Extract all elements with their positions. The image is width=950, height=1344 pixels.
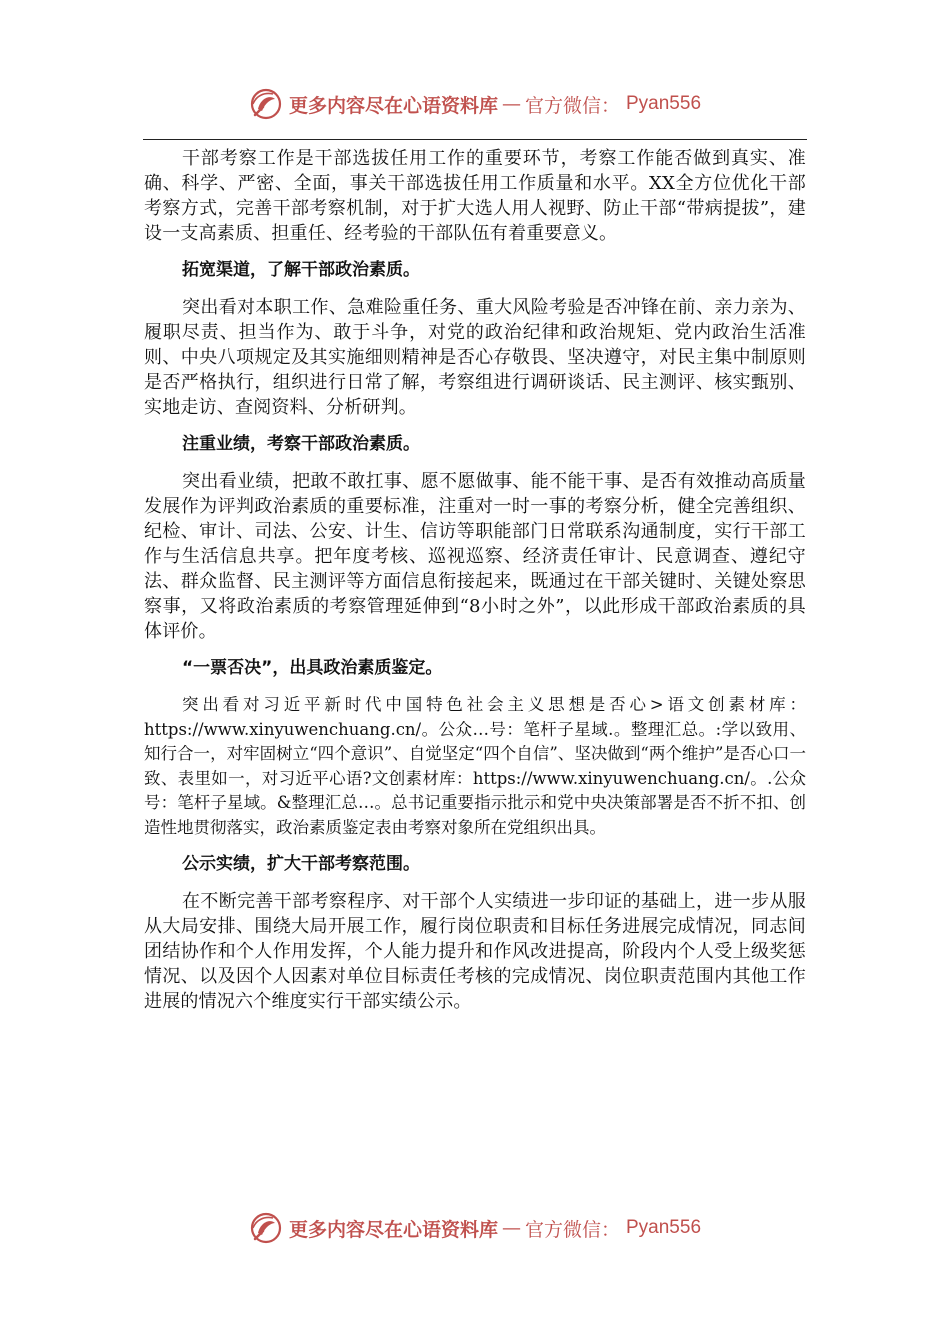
banner-separator: —	[501, 93, 521, 115]
section-paragraph-1: 突出看对本职工作、急难险重任务、重大风险考验是否冲锋在前、亲力亲为、履职尽责、担当作为、敢于斗争，对党的政治纪律和政治规矩、党内政治生活准则、中央八项规定及其实施细则精神是否心存敬畏、坚决遵守，对民主集中制原则是否严格执行，组织进行日常了解，考察组进行调研谈话、民主测评、核实甄别、实地走访、查阅资料、分析研判。	[144, 297, 806, 418]
intro-paragraph: 干部考察工作是干部选拔任用工作的重要环节，考察工作能否做到真实、准确、科学、严密、全面，事关干部选拔任用工作质量和水平。XX全方位优化干部考察方式，完善干部考察机制，对于扩大选人用人视野、防止干部“带病提拔”，建设一支高素质、担重任、经考验的干部队伍有着重要意义。	[144, 148, 806, 244]
banner-separator: —	[501, 1217, 521, 1239]
section-heading-4: 公示实绩，扩大干部考察范围。	[182, 854, 420, 874]
section-paragraph-2: 突出看业绩，把敢不敢扛事、愿不愿做事、能不能干事、是否有效推动高质量发展作为评判政治素质的重要标准，注重对一时一事的考察分析，健全完善组织、纪检、审计、司法、公安、计生、信访等职能部门日常联系沟通制度，实行干部工作与生活信息共享。把年度考核、巡视巡察、经济责任审计、民意调查、遵纪守法、群众监督、民主测评等方面信息衔接起来，既通过在干部关键时、关键处察思察事，又将政治素质的考察管理延伸到“8小时之外”，以此形成干部政治素质的具体评价。	[144, 471, 806, 642]
banner-wechat-id: Pyan556	[626, 93, 702, 114]
banner-text: 更多内容尽在心语资料库	[288, 94, 498, 117]
footer-banner	[0, 1208, 950, 1248]
section-heading-1: 拓宽渠道，了解干部政治素质。	[182, 260, 420, 280]
banner-wechat-label: 官方微信：	[524, 1218, 620, 1241]
section-heading-3: “一票否决”，出具政治素质鉴定。	[182, 658, 443, 678]
section-heading-2: 注重业绩，考察干部政治素质。	[182, 434, 420, 454]
pen-swirl-logo-icon	[249, 87, 283, 121]
banner-wechat-label: 官方微信：	[524, 94, 620, 117]
document-body	[144, 146, 806, 1014]
banner-wechat-id: Pyan556	[626, 1217, 702, 1238]
header-divider	[143, 139, 807, 140]
pen-swirl-logo-icon	[249, 1211, 283, 1245]
header-banner	[0, 84, 950, 124]
banner-text: 更多内容尽在心语资料库	[288, 1218, 498, 1241]
section-paragraph-3: 突出看对习近平新时代中国特色社会主义思想是否心>语文创素材库：https://www.xinyuwenchuang.cn/。公众…号：笔杆子星域.。整理汇总。:学以致用、知行合一，对牢固树立“四个意识”、自觉坚定“四个自信”、坚决做到“两个维护”是否心口一致、表里如一，对习近平心语?文创素材库：https://www.xinyuwenchuang.cn/。.公众号：笔杆子星域。&整理汇总…。总书记重要指示批示和党中央决策部署是否不折不扣、创造性地贯彻落实，政治素质鉴定表由考察对象所在党组织出具。	[144, 695, 806, 837]
section-paragraph-4: 在不断完善干部考察程序、对干部个人实绩进一步印证的基础上，进一步从服从大局安排、围绕大局开展工作，履行岗位职责和目标任务进展完成情况，同志间团结协作和个人作用发挥，个人能力提升和作风改进提高，阶段内个人受上级奖惩情况、以及因个人因素对单位目标责任考核的完成情况、岗位职责范围内其他工作进展的情况六个维度实行干部实绩公示。	[144, 891, 806, 1012]
